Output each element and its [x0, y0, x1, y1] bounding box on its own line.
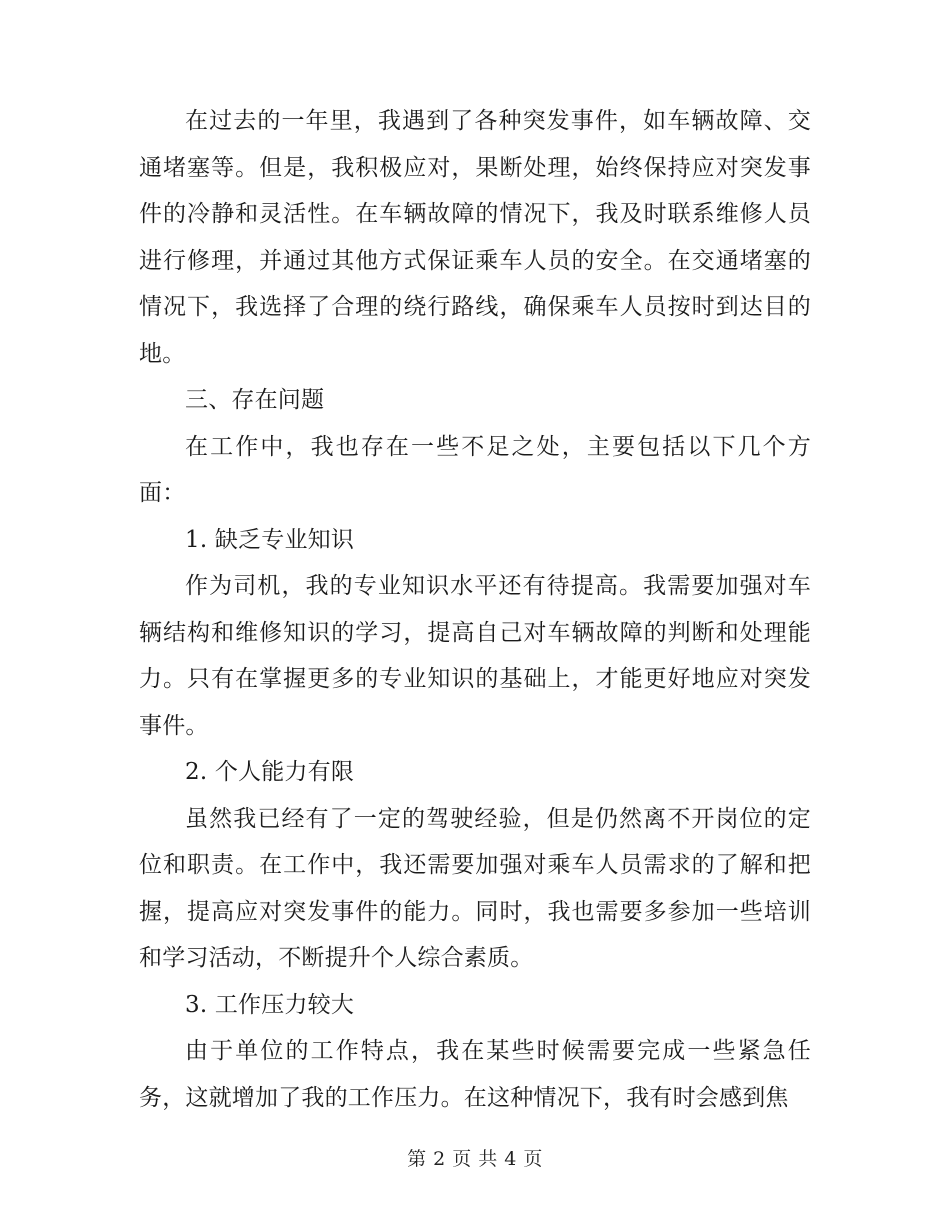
document-body [139, 98, 811, 1121]
page-number-footer: 第 2 页 共 4 页 [407, 1148, 543, 1170]
paragraph-limited-ability: 虽然我已经有了一定的驾驶经验，但是仍然离不开岗位的定位和职责。在工作中，我还需要加强对乘车人员需求的了解和把握，提高应对突发事件的能力。同时，我也需要多参加一些培训和学习活动，不断提升个人综合素质。 [139, 805, 811, 971]
paragraph-work-pressure: 由于单位的工作特点，我在某些时候需要完成一些紧急任务，这就增加了我的工作压力。在这种情况下，我有时会感到焦 [139, 1038, 811, 1111]
subheading-limited-ability: 2. 个人能力有限 [185, 759, 355, 785]
section-heading-problems: 三、存在问题 [185, 387, 325, 413]
paragraph-emergency-handling: 在过去的一年里，我遇到了各种突发事件，如车辆故障、交通堵塞等。但是，我积极应对，果断处理，始终保持应对突发事件的冷静和灵活性。在车辆故障的情况下，我及时联系维修人员进行修理，并通过其他方式保证乘车人员的安全。在交通堵塞的情况下，我选择了合理的绕行路线，确保乘车人员按时到达目的地。 [139, 108, 811, 367]
subheading-work-pressure: 3. 工作压力较大 [185, 991, 355, 1018]
paragraph-shortcomings-intro: 在工作中，我也存在一些不足之处，主要包括以下几个方面： [139, 433, 811, 506]
subheading-lack-knowledge: 1. 缺乏专业知识 [185, 526, 355, 553]
paragraph-lack-knowledge: 作为司机，我的专业知识水平还有待提高。我需要加强对车辆结构和维修知识的学习，提高自己对车辆故障的判断和处理能力。只有在掌握更多的专业知识的基础上，才能更好地应对突发事件。 [139, 573, 811, 739]
